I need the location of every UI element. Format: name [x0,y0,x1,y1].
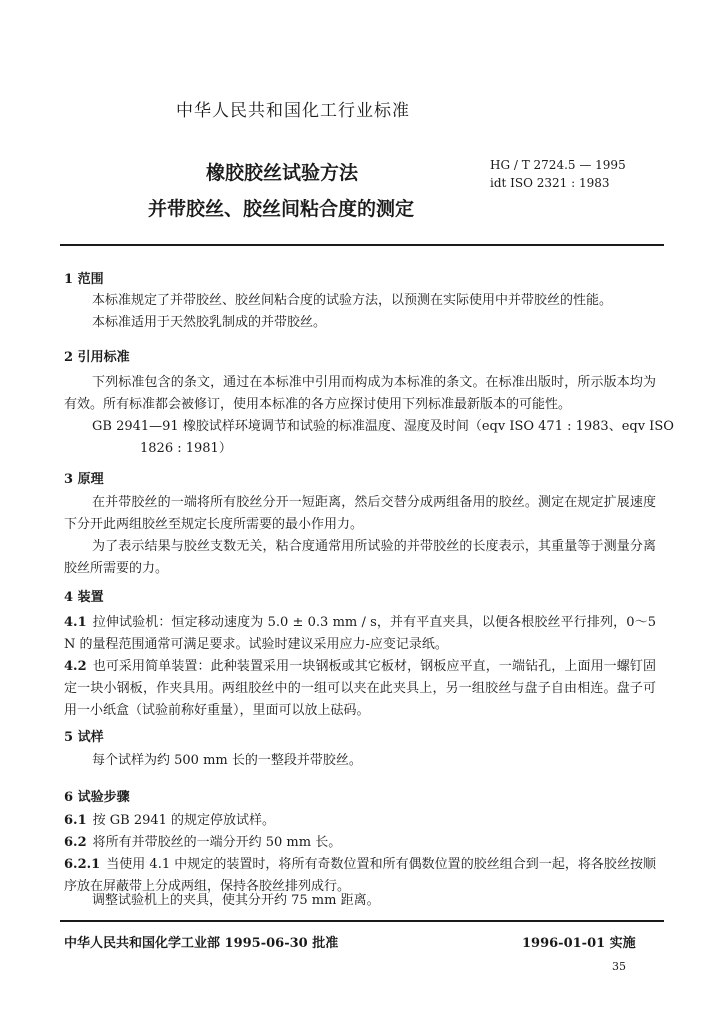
clause-6-2-1-paragraph-2: 调整试验机上的夹具，使其分开约 75 mm 距离。 [92,893,380,908]
clause-4-2-text: 也可采用简单装置：此种装置采用一块钢板或其它板材，钢板应平直，一端钻孔，上面用一螺钉固定一块小钢板，作夹具用。两组胶丝中的一组可以夹在此夹具上，另一组胶丝与盘子自由相连。盘子可用一小纸盒（试验前称好重量），里面可以放上砝码。 [64,659,656,718]
clause-6-2 [64,832,656,854]
section-1-paragraph-1: 本标准规定了并带胶丝、胶丝间粘合度的试验方法，以预测在实际使用中并带胶丝的性能。 [92,293,613,308]
effective-date: 1996-01-01 实施 [522,936,636,951]
clause-6-1 [64,810,656,832]
clause-4-2-number: 4.2 [64,659,87,674]
section-2-heading: 2 引用标准 [64,350,130,365]
clause-4-1 [64,612,656,656]
section-2-paragraph: 下列标准包含的条文，通过在本标准中引用而构成为本标准的条文。在标准出版时，所示版本均为有效。所有标准都会被修订，使用本标准的各方应探讨使用下列标准最新版本的可能性。 [64,375,656,412]
title-line-2: 并带胶丝、胶丝间粘合度的测定 [148,198,415,220]
iso-equivalence: idt ISO 2321 : 1983 [490,176,610,190]
section-3-paragraph-2: 为了表示结果与胶丝支数无关，粘合度通常用所试验的并带胶丝的长度表示，其重量等于测量分离胶丝所需要的力。 [64,539,656,576]
section-5-heading: 5 试样 [64,730,104,745]
clause-4-1-text: 拉伸试验机：恒定移动速度为 5.0 ± 0.3 mm / s，并有平直夹具，以便各根胶丝平行排列，0～5 N 的量程范围通常可满足要求。试验时建议采用应力-应变记录纸。 [64,615,656,652]
issuing-authority: 中华人民共和国化工行业标准 [176,101,410,121]
standard-code: HG / T 2724.5 — 1995 [490,158,626,172]
clause-6-2-text: 将所有并带胶丝的一端分开约 50 mm 长。 [92,835,342,850]
page-number: 35 [612,960,626,973]
section-1-paragraph-2: 本标准适用于天然胶乳制成的并带胶丝。 [92,315,327,330]
section-6-heading: 6 试验步骤 [64,790,130,805]
clause-6-1-number: 6.1 [64,813,87,828]
approval-statement: 中华人民共和国化学工业部 1995-06-30 批准 [64,936,339,951]
title-line-1: 橡胶胶丝试验方法 [206,162,359,184]
section-1-heading: 1 范围 [64,272,104,287]
footer-rule [60,920,664,922]
section-3-paragraph-1: 在并带胶丝的一端将所有胶丝分开一短距离，然后交替分成两组备用的胶丝。测定在规定扩展速度下分开此两组胶丝至规定长度所需要的最小作用力。 [64,495,656,532]
clause-6-2-1-text: 当使用 4.1 中规定的装置时，将所有奇数位置和所有偶数位置的胶丝组合到一起，将各胶丝按顺序放在屏蔽带上分成两组，保持各胶丝排列成行。 [64,857,656,894]
clause-6-1-text: 按 GB 2941 的规定停放试样。 [92,813,276,828]
clause-4-1-number: 4.1 [64,615,87,630]
clause-4-2 [64,656,656,722]
header-rule [60,244,664,246]
section-5-paragraph: 每个试样为约 500 mm 长的一整段并带胶丝。 [92,753,362,768]
clause-6-2-1-number: 6.2.1 [64,857,101,872]
section-3-heading: 3 原理 [64,472,104,487]
clause-6-2-number: 6.2 [64,835,87,850]
reference-gb-2941: GB 2941—91 橡胶试样环境调节和试验的标准温度、湿度及时间（eqv ISO 471 : 1983、eqv ISO 1826 : 1981） [92,419,674,456]
section-4-heading: 4 装置 [64,590,104,605]
